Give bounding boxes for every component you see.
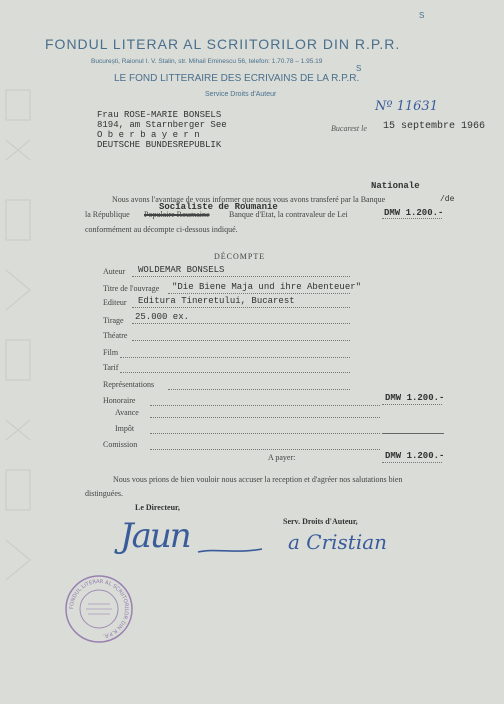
film-dotted-line bbox=[120, 357, 350, 358]
tirage-dotted-line bbox=[132, 323, 350, 324]
body-line-3: conformément au décompte ci-dessous indiqué. bbox=[85, 225, 238, 234]
editeur-label: Editeur bbox=[103, 298, 127, 307]
watermark-strip bbox=[0, 0, 40, 704]
overprint-letter: S bbox=[419, 11, 425, 20]
theatre-label: Théatre bbox=[103, 331, 128, 340]
impot-dotted-line bbox=[150, 433, 380, 434]
body-line-2-prefix: la République bbox=[85, 210, 130, 219]
stamp-ring-text: FONDUL LITERAR AL SCRIITORILOR DIN R.P.R. bbox=[68, 578, 130, 639]
amount-dotted-line bbox=[382, 218, 442, 219]
recipient-line: Frau ROSE-MARIE BONSELS bbox=[97, 110, 222, 120]
service-signature: a Cristian bbox=[288, 530, 388, 554]
auteur-label: Auteur bbox=[103, 267, 126, 276]
honoraire-label: Honoraire bbox=[103, 396, 136, 405]
titre-value: "Die Biene Maja und ihre Abenteuer" bbox=[172, 282, 362, 292]
closing-line-2: distinguées. bbox=[85, 489, 123, 498]
editeur-value: Editura Tineretului, Bucarest bbox=[138, 296, 295, 306]
avance-dotted-line bbox=[150, 417, 380, 418]
comission-label: Comission bbox=[103, 440, 138, 449]
representations-dotted-line bbox=[168, 389, 350, 390]
organization-title: FONDUL LITERAR AL SCRIITORILOR DIN R.P.R. bbox=[45, 36, 401, 52]
decompte-heading: DÉCOMPTE bbox=[214, 252, 266, 261]
recipient-line: DEUTSCHE BUNDESREPUBLIK bbox=[97, 140, 222, 150]
tirage-value: 25.000 ex. bbox=[135, 312, 190, 322]
socialiste-insert: Socialiste de Roumanie bbox=[159, 202, 278, 212]
crossed-out-text: Populaire Roumaine bbox=[144, 210, 210, 219]
director-signature: Jaun bbox=[120, 516, 190, 556]
official-stamp bbox=[64, 574, 134, 644]
honoraire-amount-line bbox=[382, 404, 442, 405]
titre-label: Titre de l'ouvrage bbox=[103, 284, 160, 293]
closing-line-1: Nous vous prions de bien vouloir nous accuser la reception et d'agréer nos salutations bien bbox=[113, 475, 403, 484]
editeur-dotted-line bbox=[132, 307, 350, 308]
apayer-amount-line bbox=[382, 462, 442, 463]
date-prefix: Bucarest le bbox=[331, 124, 367, 133]
film-label: Film bbox=[103, 348, 119, 357]
body-line-2-suffix: Banque d'Etat, la contravaleur de Lei bbox=[229, 210, 348, 219]
total-rule bbox=[382, 433, 444, 434]
apayer-label: A payer: bbox=[268, 453, 296, 462]
transfer-amount: DMW 1.200.- bbox=[384, 208, 444, 218]
auteur-value: WOLDEMAR BONSELS bbox=[138, 265, 225, 275]
titre-dotted-line bbox=[168, 293, 350, 294]
service-label: Serv. Droits d'Auteur, bbox=[283, 517, 358, 526]
body-line-1-suffix: /de bbox=[440, 195, 455, 204]
tirage-label: Tirage bbox=[103, 316, 124, 325]
signature-flourish bbox=[196, 544, 266, 558]
apayer-value: DMW 1.200.- bbox=[385, 451, 445, 461]
tarif-label: Tarif bbox=[103, 363, 119, 372]
overprint-letter-2: S bbox=[356, 64, 362, 73]
avance-label: Avance bbox=[115, 408, 139, 417]
service-subtitle: Service Droits d'Auteur bbox=[205, 91, 277, 98]
theatre-dotted-line bbox=[132, 340, 350, 341]
representations-label: Représentations bbox=[103, 380, 155, 389]
recipient-address bbox=[97, 110, 227, 150]
organization-title-fr: LE FOND LITTERAIRE DES ECRIVAINS DE LA R.P.R. bbox=[114, 73, 360, 84]
nationale-insert: Nationale bbox=[371, 181, 420, 191]
body-line-1: Nous avons l'avantage de vous informer que nous vous avons transferé par la Banque bbox=[112, 195, 386, 204]
reference-number: Nº 11631 bbox=[375, 99, 438, 114]
recipient-line: O b e r b a y e r n bbox=[97, 130, 200, 140]
address-line: București, Raionul I. V. Stalin, str. Mihail Eminescu 56, telefon: 1.70.78 – 1.95.19 bbox=[91, 58, 323, 65]
honoraire-dotted-line bbox=[150, 405, 380, 406]
impot-label: Impôt bbox=[115, 424, 135, 433]
recipient-line: 8194, am Starnberger See bbox=[97, 120, 227, 130]
tarif-dotted-line bbox=[120, 372, 350, 373]
date-value: 15 septembre 1966 bbox=[383, 121, 486, 132]
director-label: Le Directeur, bbox=[135, 503, 180, 512]
comission-dotted-line bbox=[150, 449, 380, 450]
auteur-dotted-line bbox=[132, 276, 350, 277]
honoraire-value: DMW 1.200.- bbox=[385, 393, 445, 403]
